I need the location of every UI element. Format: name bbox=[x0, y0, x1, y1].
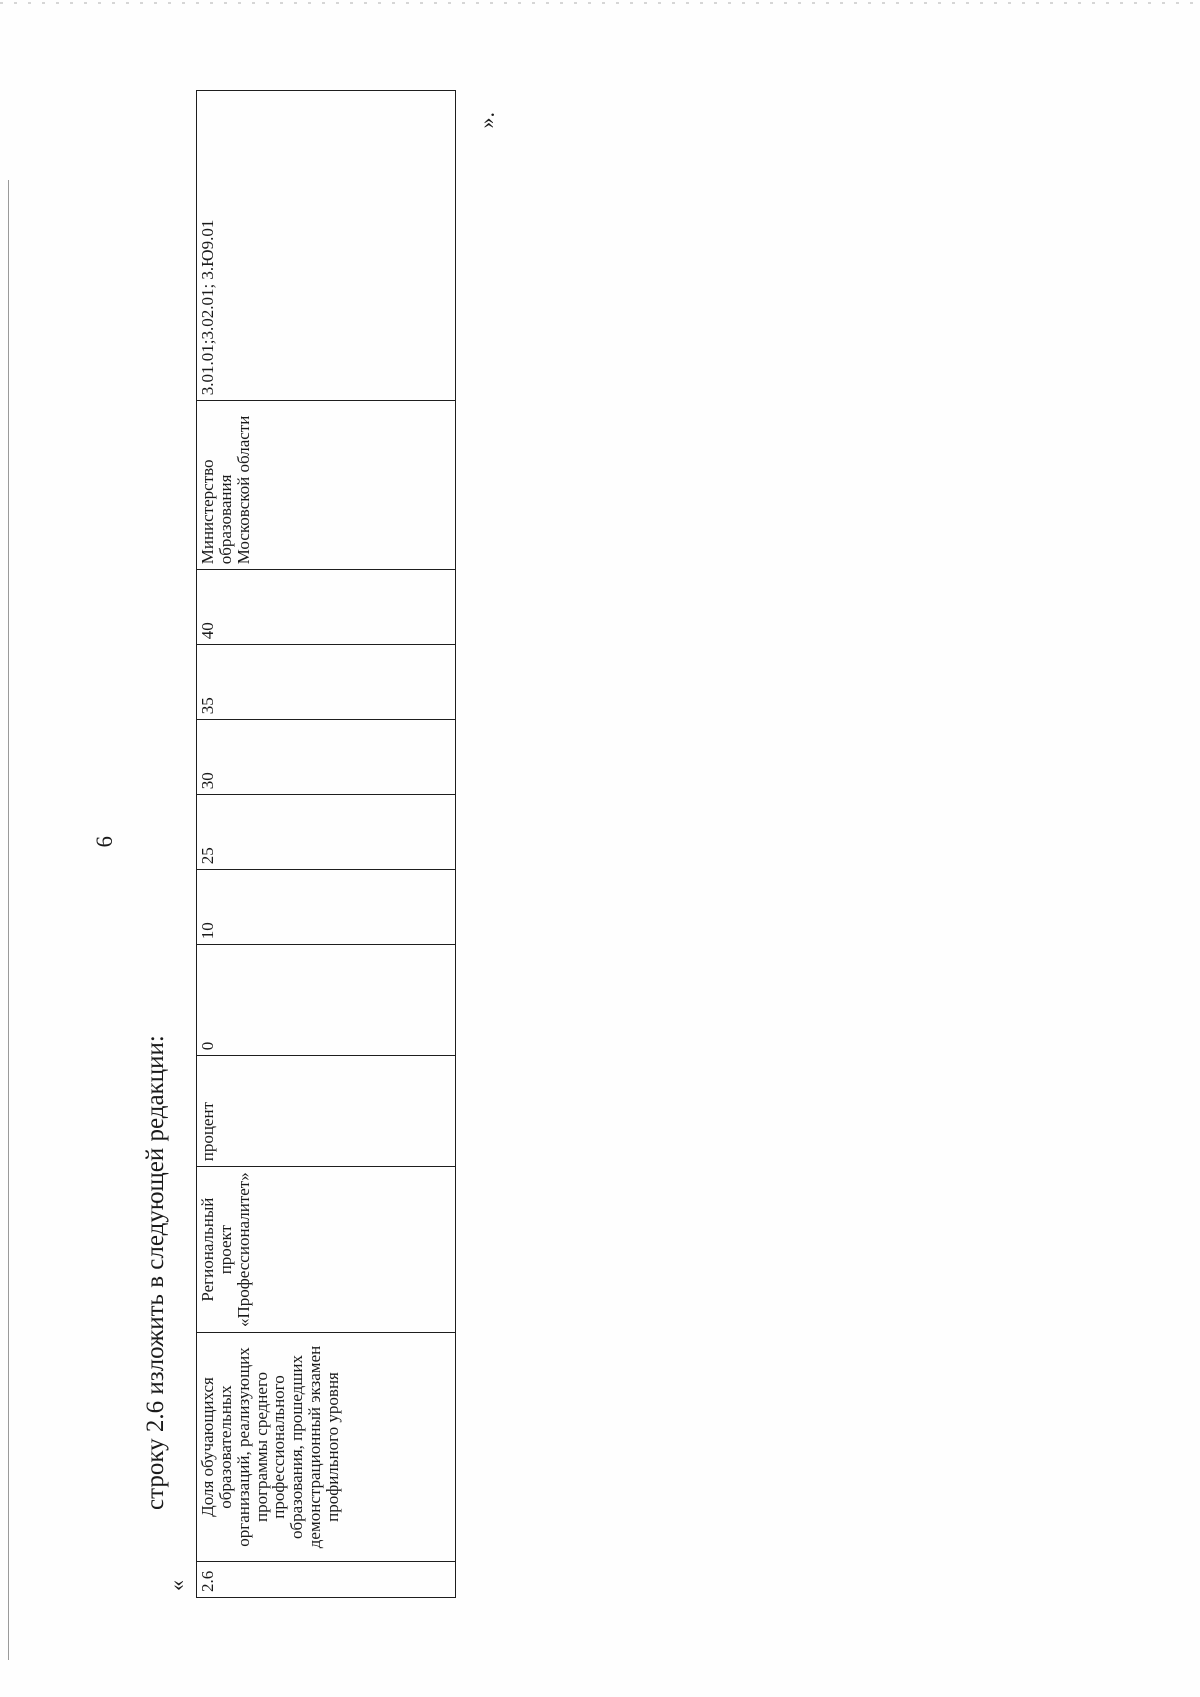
cell-responsible: Министерство образования Московской области bbox=[197, 401, 456, 570]
cell-value-2: 25 bbox=[197, 795, 456, 870]
cell-event-codes: 3.01.01;3.02.01; 3.Ю9.01 bbox=[197, 91, 456, 401]
cell-value-5: 40 bbox=[197, 570, 456, 645]
cell-project: Региональный проект «Профессионалитет» bbox=[197, 1167, 456, 1333]
cell-value-1: 10 bbox=[197, 870, 456, 945]
closing-quote: ». bbox=[474, 112, 499, 129]
page-number: 6 bbox=[92, 836, 117, 848]
cell-value-base: 0 bbox=[197, 945, 456, 1056]
cell-unit: процент bbox=[197, 1056, 456, 1167]
opening-quote: « bbox=[164, 1580, 189, 1591]
cell-row-number: 2.6 bbox=[197, 1562, 456, 1598]
table-row bbox=[197, 91, 456, 1598]
amendment-caption: строку 2.6 изложить в следующей редакции: bbox=[142, 1035, 169, 1510]
cell-value-3: 30 bbox=[197, 720, 456, 795]
cell-value-4: 35 bbox=[197, 645, 456, 720]
indicator-table bbox=[196, 90, 456, 1598]
cell-indicator-name: Доля обучающихся образовательных организаций, реализующих программы среднего профессионального образования, прошедших демонстрационный экзамен профильного уровня bbox=[197, 1333, 456, 1562]
